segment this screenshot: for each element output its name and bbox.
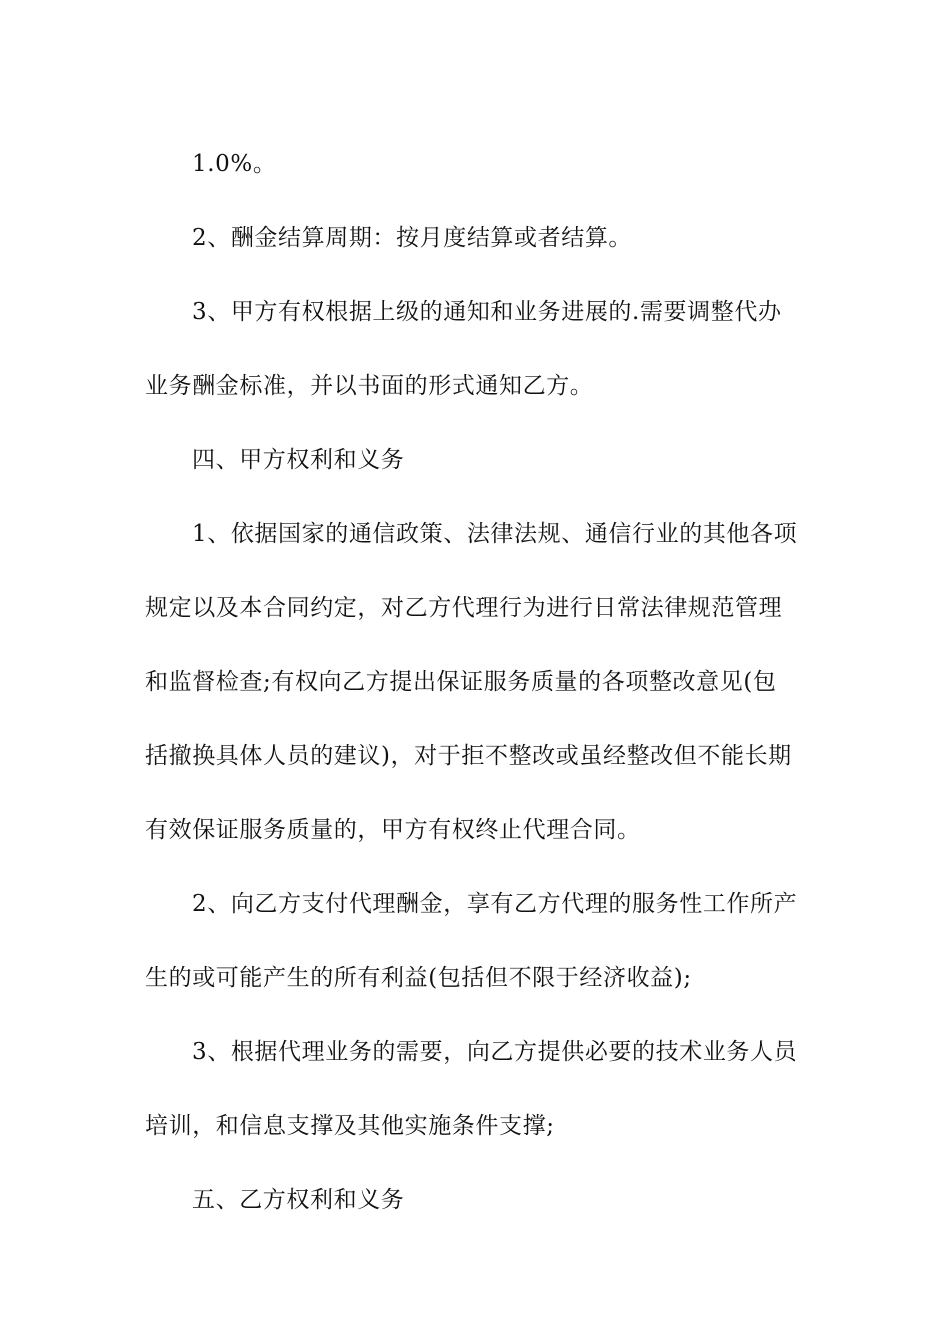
text-line: 五、乙方权利和义务 xyxy=(192,1187,405,1213)
text-line: 2、酬金结算周期：按月度结算或者结算。 xyxy=(192,225,633,251)
document-body xyxy=(145,127,807,1237)
section-heading-party-a xyxy=(145,423,807,497)
paragraph-settlement-period xyxy=(145,201,807,275)
text-line: 2、向乙方支付代理酬金，享有乙方代理的服务性工作所产 xyxy=(192,891,798,917)
paragraph-rate-value xyxy=(145,127,807,201)
text-line: 1、依据国家的通信政策、法律法规、通信行业的其他各项 xyxy=(192,521,798,547)
paragraph-party-a-duty-1 xyxy=(145,497,807,867)
text-line: 规定以及本合同约定，对乙方代理行为进行日常法律规范管理 xyxy=(145,595,783,621)
text-line: 业务酬金标准，并以书面的形式通知乙方。 xyxy=(145,373,594,399)
paragraph-party-a-duty-2 xyxy=(145,867,807,1015)
section-heading-party-b xyxy=(145,1163,807,1237)
paragraph-party-a-duty-3 xyxy=(145,1015,807,1163)
text-line: 1.0%。 xyxy=(192,151,277,177)
paragraph-adjust-standard xyxy=(145,275,807,423)
text-line: 和监督检查;有权向乙方提出保证服务质量的各项整改意见(包 xyxy=(145,669,777,695)
text-line: 括撤换具体人员的建议)，对于拒不整改或虽经整改但不能长期 xyxy=(145,743,792,769)
text-line: 3、根据代理业务的需要，向乙方提供必要的技术业务人员 xyxy=(192,1039,798,1065)
text-line: 四、甲方权利和义务 xyxy=(192,447,405,473)
text-line: 培训，和信息支撑及其他实施条件支撑; xyxy=(145,1113,555,1139)
text-line: 有效保证服务质量的，甲方有权终止代理合同。 xyxy=(145,817,641,843)
text-line: 生的或可能产生的所有利益(包括但不限于经济收益); xyxy=(145,965,692,991)
text-line: 3、甲方有权根据上级的通知和业务进展的.需要调整代办 xyxy=(192,299,782,325)
